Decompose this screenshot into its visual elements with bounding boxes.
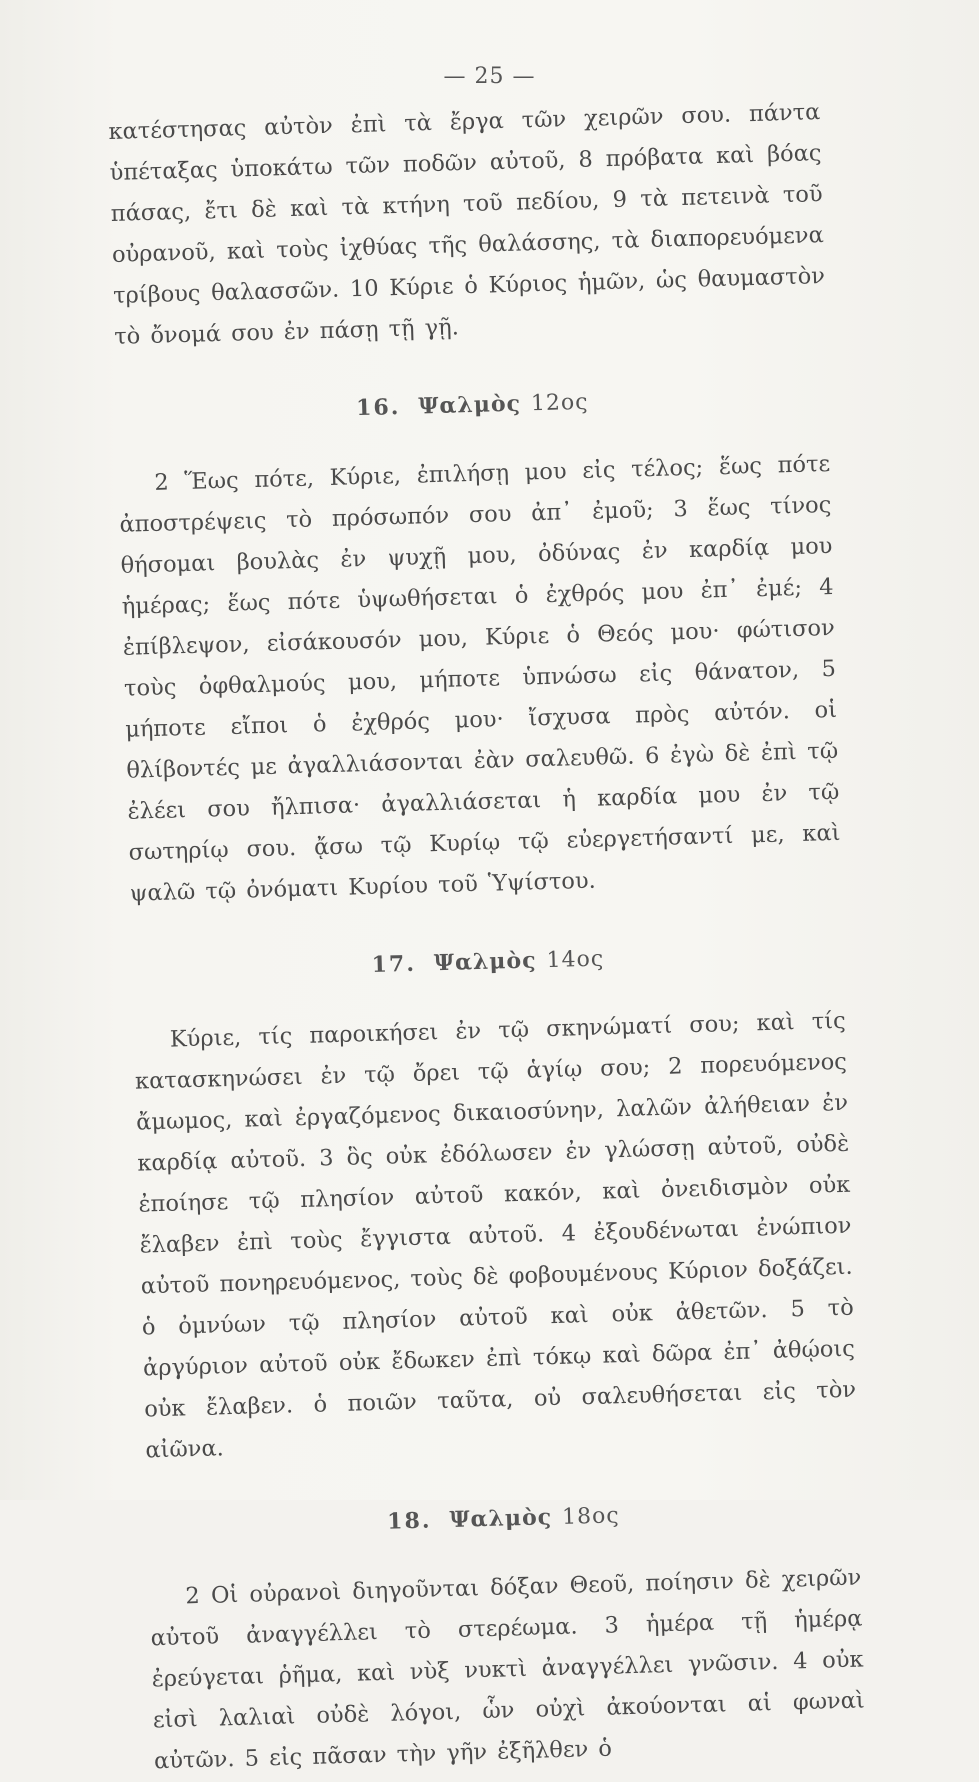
psalm-ordinal: 14ος [546,946,605,974]
page-number: — 25 — [443,64,536,89]
psalm-heading-17 [132,939,844,985]
page-body [108,92,866,1782]
psalm-word: Ψαλμὸς [418,390,522,420]
psalm-heading-16 [116,382,828,428]
psalm-text-18: 2 Οἱ οὐρανοὶ διηγοῦνται δόξαν Θεοῦ, ποίησιν δὲ χειρῶν αὐτοῦ ἀναγγέλλει τὸ στερέωμα. 3 ἡμέρα τῇ ἡμέρᾳ ἐρεύγεται ῥῆμα, καὶ νὺξ νυκτὶ ἀναγγέλλει γνῶσιν. 4 οὐκ εἰσὶ λαλιαὶ οὐδὲ λόγοι, ὧν οὐχὶ ἀκούονται αἱ φωναὶ αὐτῶν. 5 εἰς πᾶσαν τὴν γῆν ἐξῆλθεν ὁ [150,1564,866,1775]
psalm-text-17: Κύριε, τίς παροικήσει ἐν τῷ σκηνώματί σου; καὶ τίς κατασκηνώσει ἐν τῷ ὄρει τῷ ἁγίῳ σου; 2 πορευόμενος ἄμωμος, καὶ ἐργαζόμενος δικαιοσύνην, λαλῶν ἀλήθειαν ἐν καρδίᾳ αὐτοῦ. 3 ὃς οὐκ ἐδόλωσεν ἐν γλώσσῃ αὐτοῦ, οὐδὲ ἐποίησε τῷ πλησίον αὐτοῦ κακόν, καὶ ὀνειδισμὸν οὐκ ἔλαβεν ἐπὶ τοὺς ἔγγιστα αὐτοῦ. 4 ἐξουδένωται ἐνώπιον αὐτοῦ πονηρευόμενος, τοὺς δὲ φοβουμένους Κύριον δοξάζει. ὁ ὀμνύων τῷ πλησίον αὐτοῦ καὶ οὐκ ἀθετῶν. 5 τὸ ἀργύριον αὐτοῦ οὐκ ἔδωκεν ἐπὶ τόκῳ καὶ δῶρα ἐπ᾽ ἀθῴοις οὐκ ἔλαβεν. ὁ ποιῶν ταῦτα, οὐ σαλευθήσεται εἰς τὸν αἰῶνα. [134,1007,857,1464]
psalm-ordinal: 12ος [530,389,589,417]
psalm-number: 16. [355,393,401,422]
psalm-text-16: 2 Ἕως πότε, Κύριε, ἐπιλήσῃ μου εἰς τέλος; ἕως πότε ἀποστρέψεις τὸ πρόσωπόν σου ἀπ᾽ ἐμοῦ; 3 ἕως τίνος θήσομαι βουλὰς ἐν ψυχῇ μου, ὀδύνας ἐν καρδίᾳ μου ἡμέρας; ἕως πότε ὑψωθήσεται ὁ ἐχθρός μου ἐπ᾽ ἐμέ; 4 ἐπίβλεψον, εἰσάκουσόν μου, Κύριε ὁ Θεός μου· φώτισον τοὺς ὀφθαλμούς μου, μήποτε ὑπνώσω εἰς θάνατον, 5 μήποτε εἴποι ὁ ἐχθρός μου· ἴσχυσα πρὸς αὐτόν. οἱ θλίβοντές με ἀγαλλιάσονται ἐὰν σαλευθῶ. 6 ἐγὼ δὲ ἐπὶ τῷ ἐλέει σου ἤλπισα· ἀγαλλιάσεται ἡ καρδία μου ἐν τῷ σωτηρίῳ σου. ᾄσω τῷ Κυρίῳ τῷ εὐεργετήσαντί με, καὶ ψαλῶ τῷ ὀνόματι Κυρίου τοῦ Ὑψίστου. [119,450,841,907]
psalm-number: 18. [386,1507,432,1535]
psalm-heading-18 [147,1496,859,1542]
continued-psalm-text: κατέστησας αὐτὸν ἐπὶ τὰ ἔργα τῶν χειρῶν σου. πάντα ὑπέταξας ὑποκάτω τῶν ποδῶν αὐτοῦ, 8 πρόβατα καὶ βόας πάσας, ἔτι δὲ καὶ τὰ κτήνη τοῦ πεδίου, 9 τὰ πετεινὰ τοῦ οὐρανοῦ, καὶ τοὺς ἰχθύας τῆς θαλάσσης, τὰ διαπορευόμενα τρίβους θαλασσῶν. 10 Κύριε ὁ Κύριος ἡμῶν, ὡς θαυμαστὸν τὸ ὄνομά σου ἐν πάσῃ τῇ γῇ. [108,99,826,350]
psalm-ordinal: 18ος [561,1503,620,1530]
psalm-word: Ψαλμὸς [449,1504,553,1534]
psalm-number: 17. [371,950,417,978]
psalm-word: Ψαλμὸς [433,947,537,977]
